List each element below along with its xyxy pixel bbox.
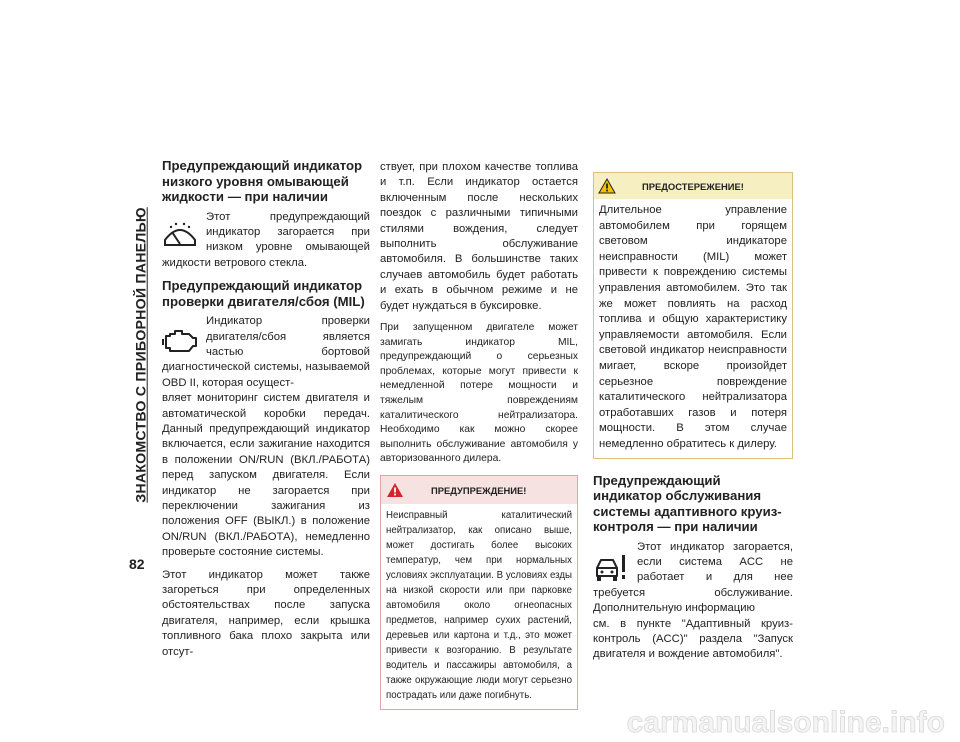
warning-body bbox=[381, 504, 577, 709]
side-section-title-text: ЗНАКОМСТВО С ПРИБОРНОЙ ПАНЕЛЬЮ bbox=[134, 206, 151, 503]
washer-fluid-icon bbox=[162, 218, 198, 252]
warning-text: Неисправный каталитический нейтрализатор, как описано выше, может достигать более высоких температур, чем при нормальных условиях эксплуатации. В условиях езды на низкой скорости или при парковке автомобиля около огнеопасных предметов, например сухих растений, деревьев или картона и т.д., это может привести к возгоранию. В результате водитель и пассажиры автомобиля, а также окружающие люди могут серьезно пострадать или даже погибнуть. bbox=[386, 510, 572, 701]
watermark-logo bbox=[590, 700, 950, 742]
warning-label: ПРЕДУПРЕЖДЕНИЕ! bbox=[431, 484, 527, 496]
column-1 bbox=[162, 158, 370, 660]
acc-service-icon bbox=[593, 550, 629, 584]
acc-heading: Предупреждающий индикатор обслуживания системы адаптивного круиз-контроля — при наличии bbox=[593, 472, 782, 534]
column-2 bbox=[380, 160, 578, 710]
check-engine-icon bbox=[162, 324, 198, 358]
caution-triangle-icon bbox=[598, 178, 616, 194]
col2-text-2: При запущенном двигателе может замигать индикатор MIL, предупреждающий о серьезных проблемах, которые могут привести к немедленной потере мощности и тяжелым повреждениям каталитического нейтрализатора. Необходимо как можно скорее выполнить обслуживание автомобиля у авторизованного дилера. bbox=[380, 322, 578, 465]
page-number: 82 bbox=[129, 556, 145, 572]
warning-header bbox=[381, 476, 577, 504]
caution-box bbox=[593, 172, 793, 459]
caution-header bbox=[594, 173, 792, 199]
mil-heading: Предупреждающий индикатор проверки двигателя/сбоя (MIL) bbox=[162, 278, 365, 309]
side-section-title bbox=[128, 162, 156, 547]
warning-box bbox=[380, 475, 578, 710]
acc-text-indent: Этот индикатор загорается, если система ACC не работает и для нее требуется обслуживание. Дополнительную информацию bbox=[593, 540, 793, 615]
mil-section bbox=[162, 314, 370, 391]
mil-text-continued: вляет мониторинг систем двигателя и автоматической коробки передач. Данный предупреждающий индикатор включается, если зажигание находится в положении ON/RUN (ВКЛ./РАБОТА) перед запуском двигателя. Если индикатор не загорается при переключении зажигания из положения OFF (ВЫКЛ.) в положение ON/RUN (ВКЛ./РАБОТА), немедленно проверьте состояние системы. bbox=[162, 392, 370, 559]
washer-text: Этот предупреждающий индикатор загорается при низком уровне омывающей жидкости ветрового стекла. bbox=[162, 210, 370, 269]
svg-text:carmanualsonline.info: carmanualsonline.info bbox=[626, 706, 945, 739]
column-3 bbox=[593, 172, 793, 663]
acc-text-continued: см. в пункте "Адаптивный круиз-контроль (ACC)" раздела "Запуск двигателя и вождение автомобиля". bbox=[593, 617, 793, 661]
mil-text-indent: Индикатор проверки двигателя/сбоя является частью бортовой диагностической системы, называемой OBD II, которая осущест- bbox=[162, 315, 370, 389]
washer-heading: Предупреждающий индикатор низкого уровня омывающей жидкости — при наличии bbox=[162, 158, 363, 204]
acc-section bbox=[593, 540, 793, 617]
caution-label: ПРЕДОСТЕРЕЖЕНИЕ! bbox=[642, 180, 744, 192]
caution-body bbox=[594, 199, 792, 458]
col2-text-1: ствует, при плохом качестве топлива и т.п. Если индикатор остается включенным после нескольких поездок с различными типичными стилями вождения, следует выполнить обслуживание автомобиля. В большинстве таких случаев автомобиль будет работать и ехать в обычном режиме и не будет нуждаться в буксировке. bbox=[380, 161, 578, 312]
warning-triangle-icon bbox=[386, 482, 404, 498]
mil-text-2: Этот индикатор может также загореться при определенных обстоятельствах после запуска двигателя, например, если крышка топливного бака плохо закрыта или отсут- bbox=[162, 568, 370, 658]
caution-text: Длительное управление автомобилем при горящем световом индикаторе неисправности (MIL) может привести к повреждению системы управления автомобилем. Это так же может повлиять на расход топлива и общую характеристику управляемости автомобиля. Если световой индикатор неисправности мигает, вскоре произойдет серьезное повреждение каталитического нейтрализатора отработавших газов и потеря мощности. В этом случае немедленно обратитесь к дилеру. bbox=[599, 204, 787, 450]
washer-section bbox=[162, 210, 370, 272]
